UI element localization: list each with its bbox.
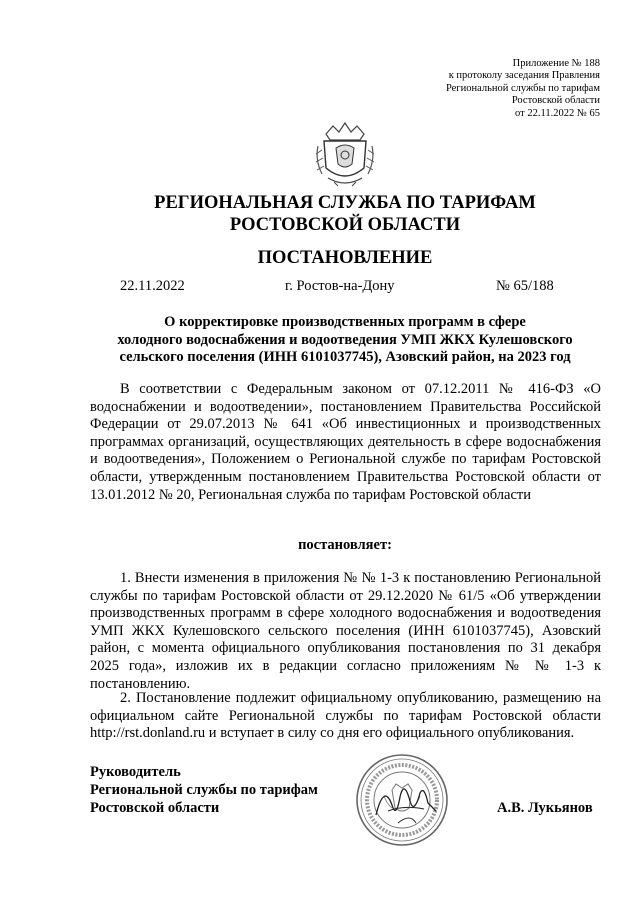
decree-item-2: 2. Постановление подлежит официальному опубликованию, размещению на официальном сайте Региональной службы по тарифам Ростовской области http://rst.donland.ru и вступает в силу со дня его официального опубликования. [90, 690, 601, 742]
subject-line: сельского поселения (ИНН 6101037745), Азовский район, на 2023 год [119, 349, 571, 366]
annex-line: Региональной службы по тарифам [445, 82, 600, 94]
annex-line: от 22.11.2022 № 65 [515, 107, 600, 119]
annex-line: к протоколу заседания Правления [448, 70, 600, 82]
decree-heading: постановляет: [298, 537, 392, 553]
document-number: № 65/188 [496, 278, 554, 294]
document-city: г. Ростов-на-Дону [285, 278, 395, 294]
org-name-line1: РЕГИОНАЛЬНАЯ СЛУЖБА ПО ТАРИФАМ [154, 193, 536, 213]
signer-name: А.В. Лукьянов [497, 800, 593, 816]
decree-item-1: 1. Внести изменения в приложения № № 1-3 к постановлению Региональной службы по тарифам Ростовской области от 29.12.2020 № 61/5 «Об утверждении производственных программ в сфере холодного водоснабжения и водоотведения УМП ЖКХ Кулешовского сельского поселения (ИНН 6101037745), Азовский район, с момента официального опубликования постановления по 31 декабря 2025 года», изложив их в редакции согласно приложениям № № 1-3 к постановлению. [90, 570, 601, 692]
signer-title [90, 763, 318, 817]
coat-of-arms-icon [314, 120, 376, 190]
org-name-line2: РОСТОВСКОЙ ОБЛАСТИ [229, 215, 461, 235]
subject-line: холодного водоснабжения и водоотведения УМП ЖКХ Кулешовского [117, 331, 573, 348]
annex-line: Приложение № 188 [512, 58, 600, 69]
annex-line: Ростовской области [511, 95, 600, 107]
document-date: 22.11.2022 [120, 278, 185, 294]
signer-title-line: Региональной службы по тарифам [90, 782, 318, 798]
document-subject [70, 314, 620, 367]
signer-title-line: Ростовской области [90, 800, 220, 816]
preamble-paragraph: В соответствии с Федеральным законом от 07.12.2011 № 416-ФЗ «О водоснабжении и водоотведении», постановлением Правительства Российской Федерации от 29.07.2013 № 641 «Об инвестиционных и производственных программах организаций, осуществляющих деятельность в сфере водоснабжения и водоотведения», Положением о Региональной службе по тарифам Ростовской области, утвержденным постановлением Правительства Ростовской области от 13.01.2012 № 20, Региональная служба по тарифам Ростовской области [90, 381, 601, 503]
annex-note [446, 58, 600, 120]
handwritten-signature-icon [370, 775, 442, 830]
subject-line: О корректировке производственных программ в сфере [164, 314, 526, 330]
signer-title-line: Руководитель [90, 764, 181, 780]
document-type: ПОСТАНОВЛЕНИЕ [257, 248, 433, 268]
